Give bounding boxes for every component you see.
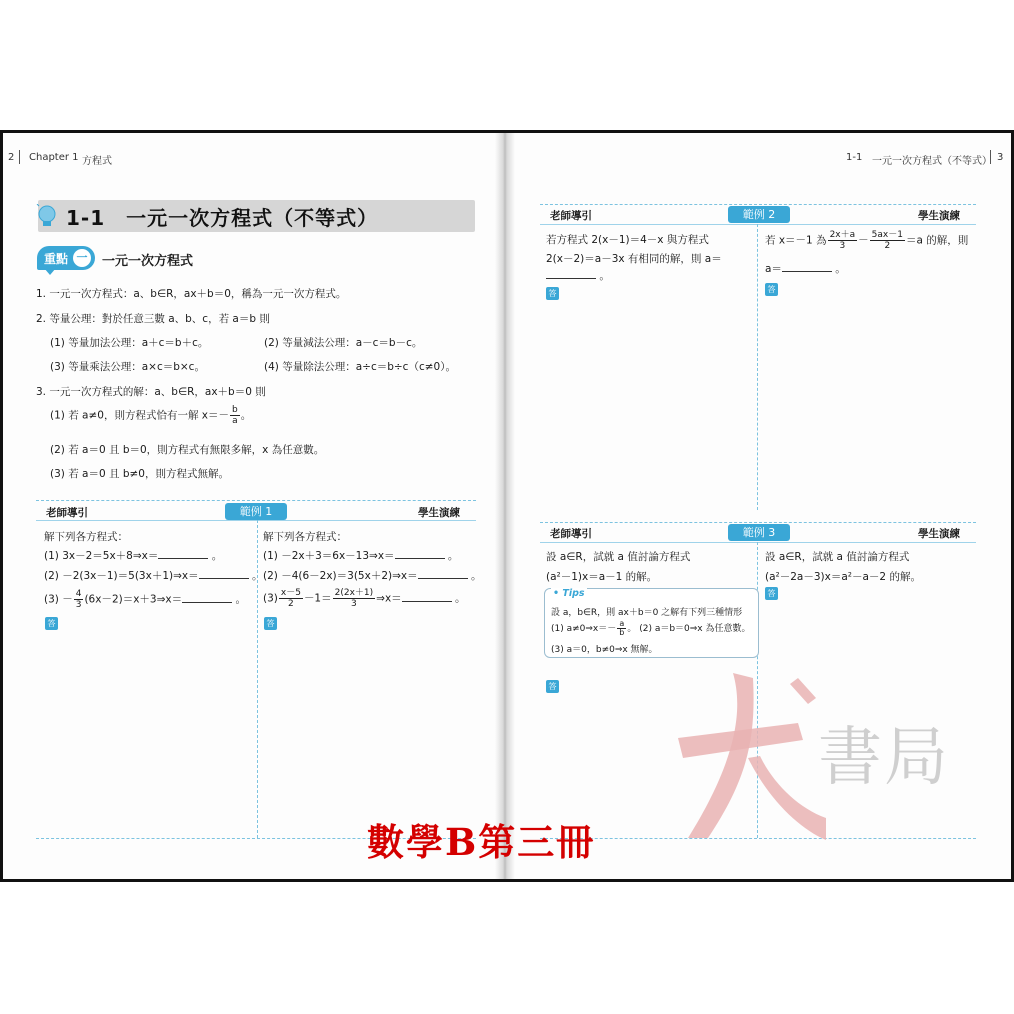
chapter-label: Chapter 1 <box>29 152 79 163</box>
ex1-student-q3: (3) $\frac{x-5}{2}$ －1＝ $\frac{2(2x+1)}{3}$ ⇒x＝ 。 <box>263 588 466 609</box>
ex2-teacher-l2: 2(x－2)＝a－3x 有相同的解，則 a＝ <box>546 253 722 265</box>
ex1-student-intro: 解下列各方程式： <box>263 531 347 543</box>
ex1-teacher-label: 老師導引 <box>46 507 88 519</box>
ex1-label: 範例 1 <box>225 503 287 520</box>
tips-title: • Tips <box>553 588 585 599</box>
ex3-answer-tag: 答 <box>546 680 559 693</box>
ex2-student-l2: a＝ 。 <box>765 263 846 275</box>
book-gutter <box>495 133 515 879</box>
ex3-header-rule <box>540 542 976 543</box>
ex3-teacher-l2: (a²－1)x＝a－1 的解。 <box>546 571 658 583</box>
ex3-top-rule <box>540 522 976 523</box>
ex1-student-answer-tag: 答 <box>264 617 277 630</box>
ex3-student-l1: 設 a∈R，試就 a 值討論方程式 <box>765 551 910 563</box>
tips-box <box>544 588 759 658</box>
ex1-student-q1: (1) －2x＋3＝6x－13⇒x＝ 。 <box>263 550 459 562</box>
ex2-student-l1: 若 x＝－1 為 $\frac{2x+a}{3}$ － $\frac{5ax-1}{2}$ ＝a 的解，則 <box>765 230 969 251</box>
fraction-4-over-3: $\frac{4}{3}$ <box>75 589 82 610</box>
ex2-label: 範例 2 <box>728 206 790 223</box>
ex2-teacher-l1: 若方程式 2(x－1)＝4－x 與方程式 <box>546 234 709 246</box>
ex3-teacher-l1: 設 a∈R，試就 a 值討論方程式 <box>546 551 691 563</box>
ex2-divider <box>757 224 758 510</box>
tips-line-2: (1) a≠0⇒x＝－ $\frac{a}{b}$ 。 (2) a＝b＝0⇒x 為任意數。 <box>551 619 751 637</box>
ex2-answer-tag: 答 <box>546 287 559 300</box>
point-2-2: (2) 等量減法公理：a－c＝b－c。 <box>264 337 423 349</box>
fraction-a-over-b: $\frac{a}{b}$ <box>619 619 625 637</box>
ex2-teacher-l3: 。 <box>546 268 610 283</box>
point-3-1: (1) 若 a≠0，則方程式恰有一解 x＝－ $\frac{b}{a}$ 。 <box>50 405 252 426</box>
ex3-student-l2: (a²－2a－3)x＝a²－a－2 的解。 <box>765 571 921 583</box>
fraction-2-2x-1-over-3: $\frac{2(2x+1)}{3}$ <box>334 588 374 609</box>
fraction-x-5-over-2: $\frac{x-5}{2}$ <box>280 588 301 609</box>
point-2-3: (3) 等量乘法公理：a×c＝b×c。 <box>50 361 205 373</box>
ex1-student-label: 學生演練 <box>418 507 460 519</box>
section-title-band <box>38 200 475 232</box>
key-point-title: 一元一次方程式 <box>102 254 194 269</box>
point-3-3: (3) 若 a＝0 且 b≠0，則方程式無解。 <box>50 468 229 480</box>
ex2-top-rule <box>540 204 976 205</box>
ex1-top-rule <box>36 500 476 501</box>
ex2-student-label: 學生演練 <box>918 210 960 222</box>
chapter-title: 方程式 <box>82 156 112 167</box>
left-header-divider <box>19 150 20 164</box>
right-page-number: 3 <box>997 152 1004 163</box>
ex1-header-rule <box>36 520 476 521</box>
ex2-student-answer-tag: 答 <box>765 283 778 296</box>
ex1-teacher-q1: (1) 3x－2＝5x＋8⇒x＝ 。 <box>44 550 223 562</box>
fraction-b-over-a: $\frac{b}{a}$ <box>232 405 238 426</box>
ex1-teacher-intro: 解下列各方程式： <box>44 531 128 543</box>
fraction-5ax-1-over-2: $\frac{5ax-1}{2}$ <box>871 230 903 251</box>
ex1-answer-tag: 答 <box>45 617 58 630</box>
fraction-2x-a-over-3: $\frac{2x+a}{3}$ <box>829 230 856 251</box>
key-point-label: 重點 <box>44 252 69 266</box>
ex3-student-answer-tag: 答 <box>765 587 778 600</box>
key-point-badge <box>37 246 95 270</box>
ex3-student-label: 學生演練 <box>918 528 960 540</box>
ex1-teacher-q3: (3) － $\frac{4}{3}$ (6x－2)＝x＋3⇒x＝ 。 <box>44 589 246 610</box>
key-point-number: 一 <box>73 249 91 267</box>
right-section-number: 1-1 <box>846 152 863 163</box>
badge-tail <box>44 268 56 275</box>
left-page-number: 2 <box>8 152 15 163</box>
right-header-divider <box>990 150 991 164</box>
right-section-title: 一元一次方程式（不等式） <box>872 156 992 167</box>
point-2: 2. 等量公理：對於任意三數 a、b、c，若 a＝b 則 <box>36 313 270 325</box>
watermark-logo-mark <box>648 668 828 848</box>
ex3-label: 範例 3 <box>728 524 790 541</box>
lightbulb-icon <box>36 204 58 228</box>
ex2-teacher-label: 老師導引 <box>550 210 592 222</box>
point-3: 3. 一元一次方程式的解：a、b∈R，ax＋b＝0 則 <box>36 386 266 398</box>
ex2-header-rule <box>540 224 976 225</box>
watermark-text: 書局 <box>818 721 950 795</box>
section-title: 1-1 一元一次方程式（不等式） <box>66 206 379 230</box>
book-caption: 數學B第三冊 <box>367 820 596 864</box>
point-1: 1. 一元一次方程式：a、b∈R，ax＋b＝0，稱為一元一次方程式。 <box>36 288 347 300</box>
ex3-teacher-label: 老師導引 <box>550 528 592 540</box>
tips-line-3: (3) a＝0，b≠0⇒x 無解。 <box>551 645 658 655</box>
point-2-4: (4) 等量除法公理：a÷c＝b÷c（c≠0）。 <box>264 361 456 373</box>
tips-line-1: 設 a，b∈R，則 ax＋b＝0 之解有下列三種情形 <box>551 608 743 618</box>
point-2-1: (1) 等量加法公理：a＋c＝b＋c。 <box>50 337 209 349</box>
ex1-teacher-q2: (2) －2(3x－1)＝5(3x＋1)⇒x＝ 。 <box>44 570 263 582</box>
ex1-student-q2: (2) －4(6－2x)＝3(5x＋2)⇒x＝ 。 <box>263 570 482 582</box>
point-3-2: (2) 若 a＝0 且 b＝0，則方程式有無限多解，x 為任意數。 <box>50 444 325 456</box>
